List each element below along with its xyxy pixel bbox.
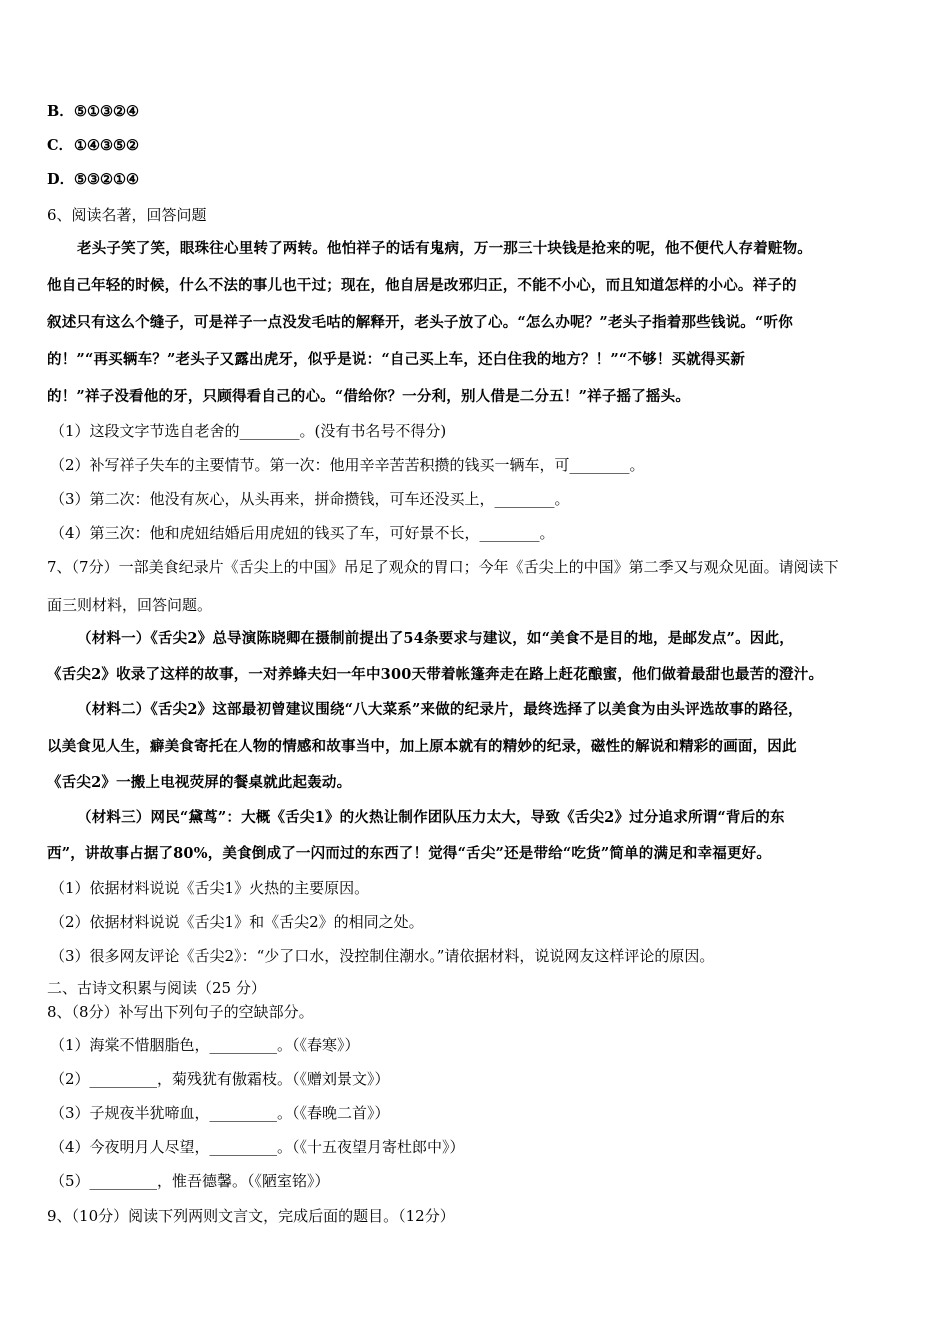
q8-title: 8、（8分）补写出下列句子的空缺部分。: [47, 1003, 314, 1021]
q6-passage-line: 他自己年轻的时候，什么不法的事儿也干过；现在，他自居是改邪归正，不能不小心，而且知道怎样的小心。祥子的: [47, 277, 797, 294]
q6-sub-question: （3）第二次：他没有灰心，从头再来，拼命攒钱，可车还没买上，________。: [50, 490, 570, 508]
option-value: ①④③⑤②: [74, 137, 139, 154]
option-d: [47, 170, 139, 190]
option-b: [47, 102, 139, 122]
q7-material-line: （材料三）网民“黛茑”：大概《舌尖1》的火热让制作团队压力太大，导致《舌尖2》过分追求所谓“背后的东: [77, 809, 785, 826]
option-label: B．: [47, 103, 74, 120]
q8-sub-question: （2）_________，菊残犹有傲霜枝。（《赠刘景文》）: [50, 1070, 390, 1088]
option-c: [47, 136, 139, 156]
q7-sub-question: （2）依据材料说说《舌尖1》和《舌尖2》的相同之处。: [50, 913, 424, 931]
q7-material-line: 西”，讲故事占据了80%，美食倒成了一闪而过的东西了！觉得“舌尖”还是带给“吃货”简单的满足和幸福更好。: [47, 845, 772, 862]
option-label: C．: [47, 137, 74, 154]
q6-passage-line: 老头子笑了笑，眼珠往心里转了两转。他怕祥子的话有鬼病，万一那三十块钱是抢来的呢，他不便代人存着赃物。: [77, 240, 812, 257]
q6-title: 6、阅读名著，回答问题: [47, 206, 207, 224]
q7-material-line: （材料二）《舌尖2》这部最初曾建议围绕“八大菜系”来做的纪录片，最终选择了以美食为由头评选故事的路径，: [77, 701, 803, 718]
q8-sub-question: （3）子规夜半犹啼血，_________。（《春晚二首》）: [50, 1104, 390, 1122]
q8-sub-question: （4）今夜明月人尽望，_________。（《十五夜望月寄杜郎中》）: [50, 1138, 465, 1156]
option-label: D．: [47, 171, 75, 188]
q7-intro-line: 7、（7分）一部美食纪录片《舌尖上的中国》吊足了观众的胃口；今年《舌尖上的中国》第二季又与观众见面。请阅读下: [47, 558, 839, 576]
q7-material-line: （材料一）《舌尖2》总导演陈晓卿在摄制前提出了54条要求与建议，如“美食不是目的地，是邮发点”。因此，: [77, 630, 794, 647]
q6-passage-line: 叙述只有这么个缝子，可是祥子一点没发毛咕的解释开，老头子放了心。“怎么办呢？”老头子指着那些钱说。“听你: [47, 314, 793, 331]
q8-sub-question: （1）海棠不惜胭脂色，_________。（《春寒》）: [50, 1036, 360, 1054]
q7-intro-line: 面三则材料，回答问题。: [47, 596, 213, 614]
q7-material-line: 《舌尖2》一搬上电视荧屏的餐桌就此起轰动。: [47, 774, 352, 791]
q7-material-line: 以美食见人生，癖美食寄托在人物的情感和故事当中，加上原本就有的精妙的纪录，磁性的解说和精彩的画面，因此: [47, 738, 797, 755]
q6-passage-line: 的！”祥子没看他的牙，只顾得看自己的心。“借给你？一分利，别人借是二分五！”祥子摇了摇头。: [47, 388, 691, 405]
q7-sub-question: （3）很多网友评论《舌尖2》：“少了口水，没控制住潮水。”请依据材料，说说网友这样评论的原因。: [50, 947, 715, 965]
q6-sub-question: （4）第三次：他和虎妞结婚后用虎妞的钱买了车，可好景不长，________。: [50, 524, 555, 542]
q6-sub-question: （2）补写祥子失车的主要情节。第一次：他用辛辛苦苦积攒的钱买一辆车，可________。: [50, 456, 645, 474]
q6-passage-line: 的！”“再买辆车？”老头子又露出虎牙，似乎是说：“自己买上车，还白住我的地方？！”“不够！买就得买新: [47, 351, 746, 368]
q8-sub-question: （5）_________，惟吾德馨。（《陋室铭》）: [50, 1172, 330, 1190]
section-heading: 二、古诗文积累与阅读（25 分）: [47, 979, 266, 997]
q6-sub-question: （1）这段文字节选自老舍的________。(没有书名号不得分): [50, 422, 447, 440]
q7-sub-question: （1）依据材料说说《舌尖1》火热的主要原因。: [50, 879, 370, 897]
option-value: ⑤①③②④: [74, 103, 139, 120]
q7-material-line: 《舌尖2》收录了这样的故事，一对养蜂夫妇一年中300天带着帐篷奔走在路上赶花酿蜜，他们做着最甜也最苦的澄汁。: [47, 666, 824, 683]
q9-title: 9、（10分）阅读下列两则文言文，完成后面的题目。（12分）: [47, 1207, 455, 1225]
option-value: ⑤③②①④: [74, 171, 139, 188]
